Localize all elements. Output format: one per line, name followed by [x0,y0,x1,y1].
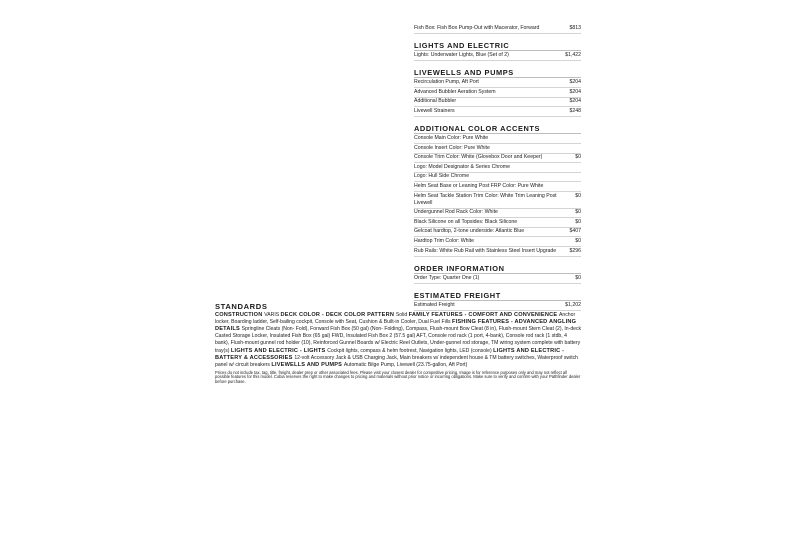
section-heading: LIGHTS AND ELECTRIC [414,41,581,52]
option-row [414,144,581,154]
standard-text: Anchor locker, Boarding ladder, Self-bailing cockpit, Console with Seat, Cushion & Built-in Cooler, Dual Fuel Fills [215,312,576,326]
option-label: Console Insert Color: Pure White [414,144,490,151]
option-price: $296 [569,247,581,254]
option-row [414,192,581,209]
option-label: Helm Seat Base or Leaning Post FRP Color: Pure White [414,182,544,189]
option-row [414,209,581,219]
option-price: $0 [575,154,581,161]
option-label: Console Trim Color: White (Glovebox Door and Keeper) [414,154,543,161]
option-row [414,88,581,98]
option-price: $248 [569,107,581,114]
option-label: Rub Rails: White Rub Rail with Stainless Steel Insert Upgrade [414,247,557,254]
options-column [414,24,581,311]
option-row [414,228,581,238]
option-row [414,24,581,34]
standard-category: LIGHTS AND ELECTRIC - BATTERY & ACCESSORIES [215,347,565,361]
option-row [414,274,581,284]
option-row [414,78,581,88]
section-heading: ESTIMATED FREIGHT [414,291,581,302]
option-price: $0 [575,192,581,199]
option-row [414,134,581,144]
option-price: $1,422 [565,51,581,58]
option-row [414,163,581,173]
option-label: Undergunnel Rod Rack Color: White [414,209,498,216]
standard-text: 12-volt Accessory Jack & USB Charging Jack, Main breakers w/ independent house & TM battery switches, Waterproof switch panel w/ circuit breakers [215,354,578,368]
standard-category: CONSTRUCTION [215,312,265,319]
option-price: $407 [569,228,581,235]
option-price: $1,202 [565,302,581,309]
standard-category: LIGHTS AND ELECTRIC - LIGHTS [230,347,328,354]
option-price: $204 [569,78,581,85]
option-label: Livewell Strainers [414,107,455,114]
option-label: Advanced Bubbler Aeration System [414,88,496,95]
standard-text: Solid [395,312,409,319]
option-label: Console Main Color: Pure White [414,134,489,141]
option-price: $0 [575,218,581,225]
option-label: Logo: Model Designator & Series Chrome [414,163,511,170]
option-price: $813 [569,24,581,31]
disclaimer: Prices do not include tax, tag, title, freight, dealer prep or other associated fees. Please visit your closest dealer for competitive pricing. Image is for reference purposes only and may not reflect all possible features for this model. Cobia reserves the right to make changes to pricing and materials without prior notice or incurring obligations. Make sure to verify and confirm with your Pathfinder dealer before purchase. [215,369,581,385]
standard-category: FISHING FEATURES - ADVANCED ANGLING DETAILS [215,319,577,333]
standard-text: Automatic Bilge Pump, Livewell (23.75-gallon, Aft Port) [343,361,468,368]
standard-category: DECK COLOR - DECK COLOR PATTERN [280,312,396,319]
option-price: $204 [569,88,581,95]
standard-text: Springline Cleats (Non- Fold), Forward Fish Box (50 gal) (Non- Folding), Compass, Flush-mount Bow Cleat (8 in), Flush-mount Stern Cleat (2), In-deck Casted Storage Locker, Insulated Fish Box (65 gal) FWD, Insulated Fish Box 2 (57.5 gal) AFT, Console rod rack (1 port, 4-bank), Console rod rack (1 stdb, 4 bank), Flush-mount gunnel rod holder (10), Reinforced Gunnel Boards w/ Electric Reel Outlets, Under-gunnel rod storage, TM wiring system complete with battery tray(s) [215,326,582,354]
option-label: Black Silicone on all Topsides: Black Silicone [414,218,518,225]
option-price: $0 [575,238,581,245]
option-row [414,237,581,247]
option-label: Additional Bubbler [414,98,457,105]
option-row [414,154,581,164]
section-heading: ORDER INFORMATION [414,264,581,275]
option-row [414,107,581,117]
option-price: $0 [575,274,581,281]
option-label: Lights: Underwater Lights, Blue (Set of 2) [414,51,509,58]
option-label: Fish Box: Fish Box Pump-Out with Macerator, Forward [414,24,540,31]
option-label: Helm Seat Tackle Station Trim Color: White Trim Leaning Post Livewell [414,192,557,206]
standard-category: LIVEWELLS AND PUMPS [271,361,344,368]
option-label: Recirculation Pump, Aft Port [414,78,479,85]
section-heading: LIVEWELLS AND PUMPS [414,68,581,79]
standard-text: VARIS [264,312,281,319]
standards-text [215,312,582,369]
option-row [414,218,581,228]
option-price: $0 [575,209,581,216]
option-row [414,51,581,61]
option-label: Order Type: Quarter One (1) [414,274,480,281]
option-row [414,182,581,192]
section-heading: ADDITIONAL COLOR ACCENTS [414,124,581,135]
option-label: Logo: Hull Side Chrome [414,173,470,180]
standard-text: Cockpit lights, compass & helm footrest, Navigation lights, LED (console) [327,347,494,354]
option-row [414,98,581,108]
option-label: Gelcoat hardtop, 2-tone underside: Atlantic Blue [414,228,525,235]
standard-category: FAMILY FEATURES - COMFORT AND CONVENIENCE [408,312,560,319]
option-price: $204 [569,98,581,105]
option-row [414,247,581,257]
option-label: Hardtop Trim Color: White [414,238,474,245]
option-row [414,173,581,183]
standards-title: STANDARDS [215,302,268,311]
standards-section [215,303,582,385]
option-label: Estimated Freight [414,302,455,309]
